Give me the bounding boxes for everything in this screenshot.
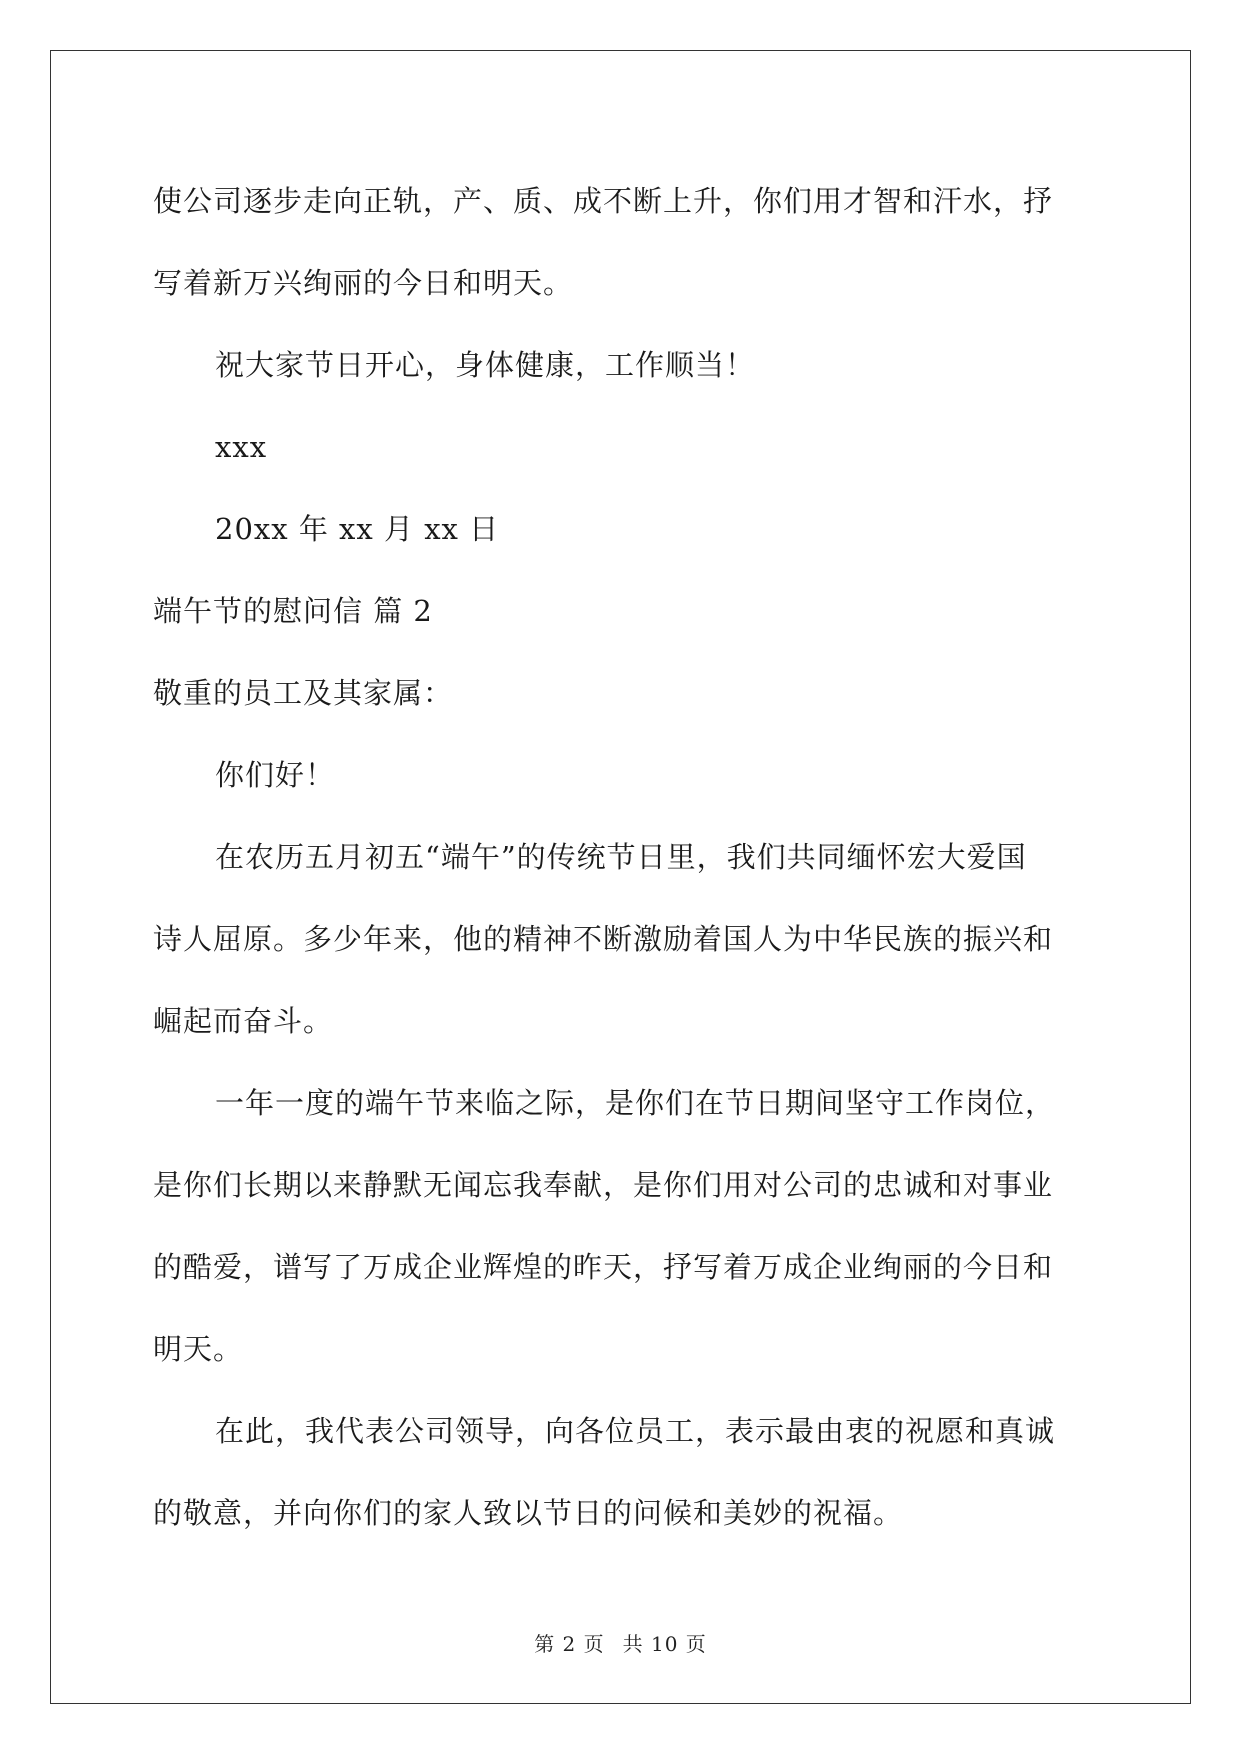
signature-name: xxx [215, 430, 268, 464]
text-line: 使公司逐步走向正轨，产、质、成不断上升，你们用才智和汗水，抒 [153, 184, 1054, 218]
greeting: 你们好！ [215, 758, 336, 792]
text-line: 诗人屈原。多少年来，他的精神不断激励着国人为中华民族的振兴和 [153, 922, 1054, 956]
text-line: 祝大家节日开心，身体健康，工作顺当！ [215, 348, 756, 382]
text-line: 的敬意，并向你们的家人致以节日的问候和美妙的祝福。 [153, 1496, 904, 1530]
page-footer [0, 1628, 1241, 1657]
text-line: 是你们长期以来静默无闻忘我奉献，是你们用对公司的忠诚和对事业 [153, 1168, 1054, 1202]
text-line: 在此，我代表公司领导，向各位员工，表示最由衷的祝愿和真诚 [215, 1414, 1056, 1448]
text-line: 在农历五月初五“端午”的传统节日里，我们共同缅怀宏大爱国 [215, 840, 1027, 874]
page-number: 第 2 页 [534, 1632, 605, 1656]
signature-date: 20xx 年 xx 月 xx 日 [215, 512, 500, 546]
document-body [153, 160, 1088, 1554]
text-line: 一年一度的端午节来临之际，是你们在节日期间坚守工作岗位， [215, 1086, 1056, 1120]
text-line: 写着新万兴绚丽的今日和明天。 [153, 266, 574, 300]
text-line: 崛起而奋斗。 [153, 1004, 334, 1038]
salutation: 敬重的员工及其家属： [153, 676, 454, 710]
text-line: 的酷爱，谱写了万成企业辉煌的昨天，抒写着万成企业绚丽的今日和 [153, 1250, 1054, 1284]
page-total: 共 10 页 [622, 1632, 707, 1656]
section-heading: 端午节的慰问信 篇 2 [153, 594, 433, 628]
text-line: 明天。 [153, 1332, 244, 1366]
